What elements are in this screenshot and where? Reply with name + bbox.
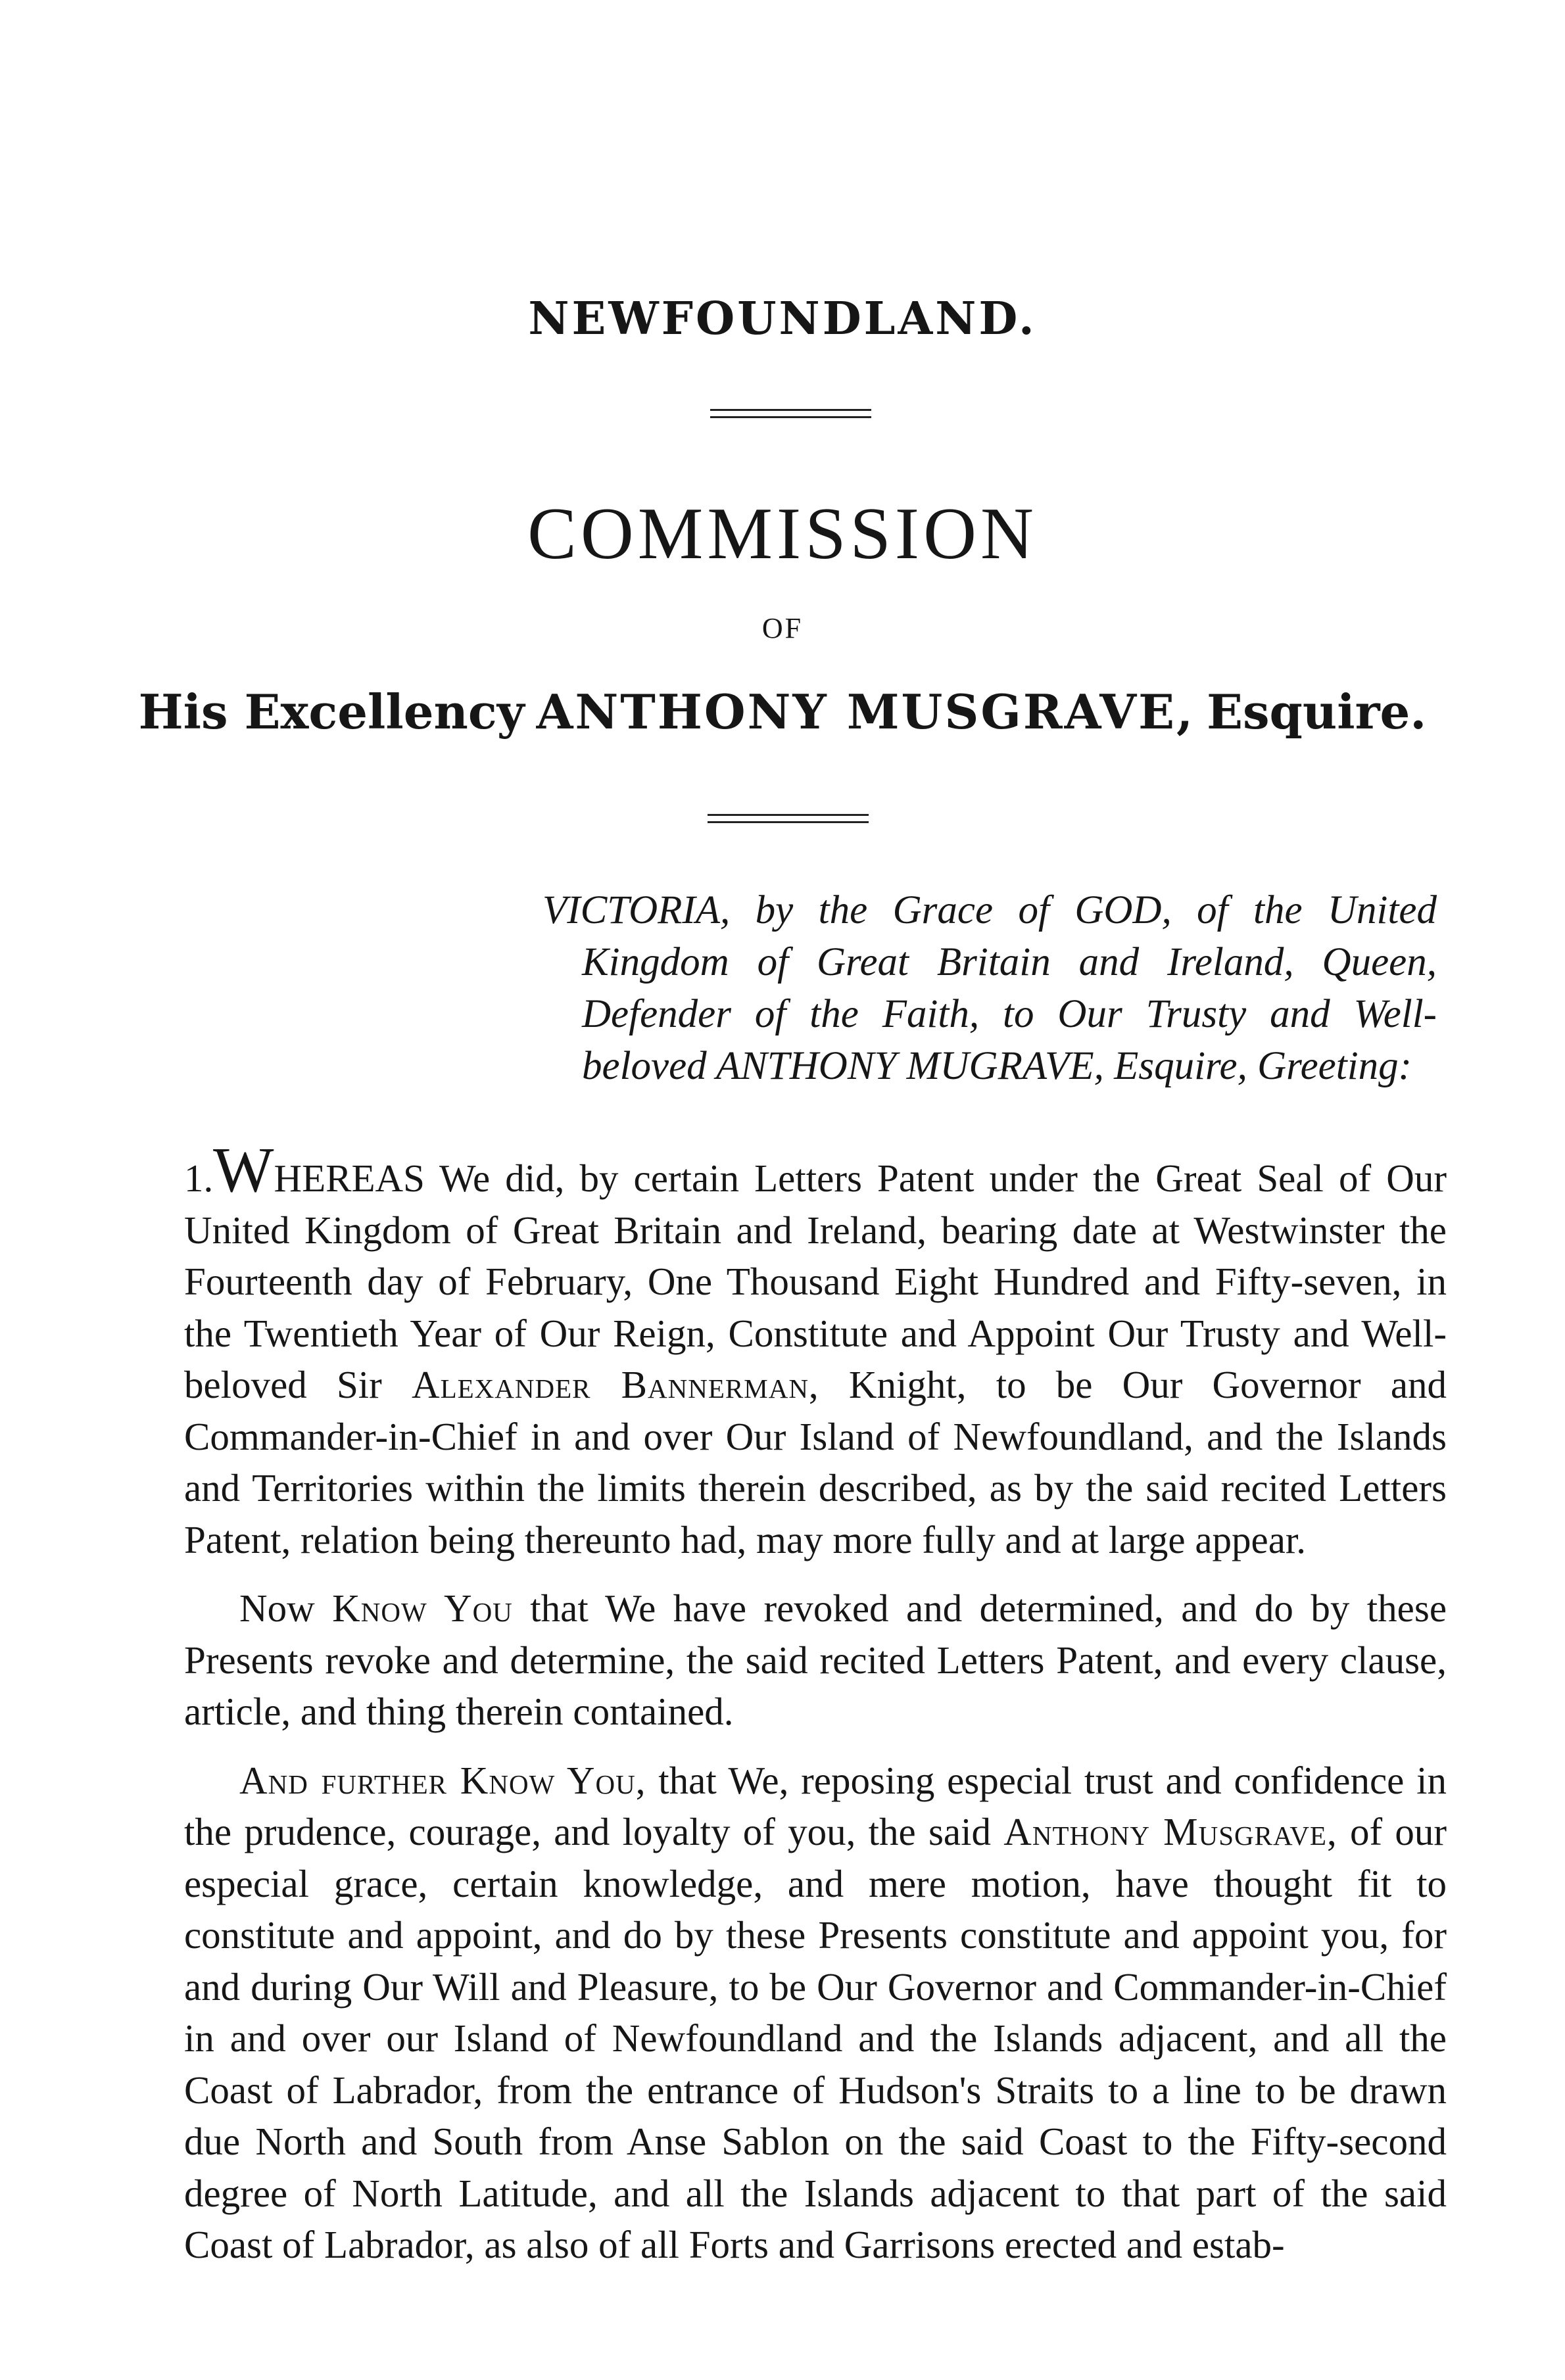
honorific: His Excellency (138, 684, 525, 740)
paragraph-text: that We, reposing especial trust and confidence in the prudence, courage, and loyalty of you, the said (184, 1758, 1447, 1853)
drop-cap: W (213, 1135, 274, 1206)
country-heading: NEWFOUNDLAND. (528, 293, 1037, 345)
named-person: Alexander Bannerman, (411, 1363, 819, 1406)
document-title: COMMISSION (527, 493, 1038, 575)
small-caps-phrase: Know You (332, 1586, 513, 1630)
commission-body (184, 1135, 1447, 2271)
recipient-name: ANTHONY MUSGRAVE, (536, 684, 1195, 740)
paragraph-text: of our especial grace, certain knowledge, and mere motion, have thought fit to constitute and appoint, and do by these Presents constitute and appoint you, for and during Our Will and Pleasure, to be Our Governor and Commander-in-Chief in and over our Island of Newfoundland and the Islands adjacent, and all the Coast of Labrador, from the entrance of Hudson's Straits to a line to be drawn due North and South from Anse Sablon on the said Coast to the Fifty-second degree of North Latitude, and all the Islands adjacent to that part of the said Coast of Labrador, as also of all Forts and Garrisons erected and estab- (184, 1810, 1447, 2266)
paragraph-text: Knight, to be Our Governor and Commander-in-Chief in and over Our Island of Newfoundland, and the Islands and Territories within the limits therein described, as by the said recited Letters Patent, relation being thereunto had, may more fully and at large appear. (184, 1363, 1447, 1561)
paragraph-number: 1. (184, 1156, 214, 1200)
paragraph-lead: Now (239, 1586, 315, 1630)
paragraph-text: that We have revoked and determined, and do by these Presents revoke and determine, the said recited Letters Patent, and every clause, article, and thing therein contained. (184, 1586, 1447, 1733)
recipient-title: Esquire. (1207, 684, 1427, 740)
named-person: Anthony Musgrave, (1003, 1810, 1337, 1853)
recipient-line (0, 684, 1565, 740)
paragraph-1 (184, 1135, 1447, 1565)
royal-salutation: VICTORIA, by the Grace of GOD, of the United Kingdom of Great Britain and Ireland, Queen, Defender of the Faith, to Our Trusty and Well-beloved ANTHONY MUGRAVE, Esquire, Greeting: (542, 888, 1437, 1088)
paragraph-text: HEREAS We did, by certain Letters Patent under the Great Seal of Our United Kingdom of Great Britain and Ireland, bearing date at Westwinster the Fourteenth day of February, One Thousand Eight Hundred and Fifty-seven, in the Twentieth Year of Our Reign, Constitute and Appoint Our Trusty and Well-beloved Sir (184, 1156, 1447, 1406)
title-connector: OF (761, 612, 804, 644)
small-caps-phrase: And further Know You, (239, 1758, 646, 1802)
double-rule-divider (708, 814, 869, 823)
paragraph-2 (184, 1583, 1447, 1738)
double-rule-divider (710, 409, 871, 418)
paragraph-3 (184, 1755, 1447, 2271)
